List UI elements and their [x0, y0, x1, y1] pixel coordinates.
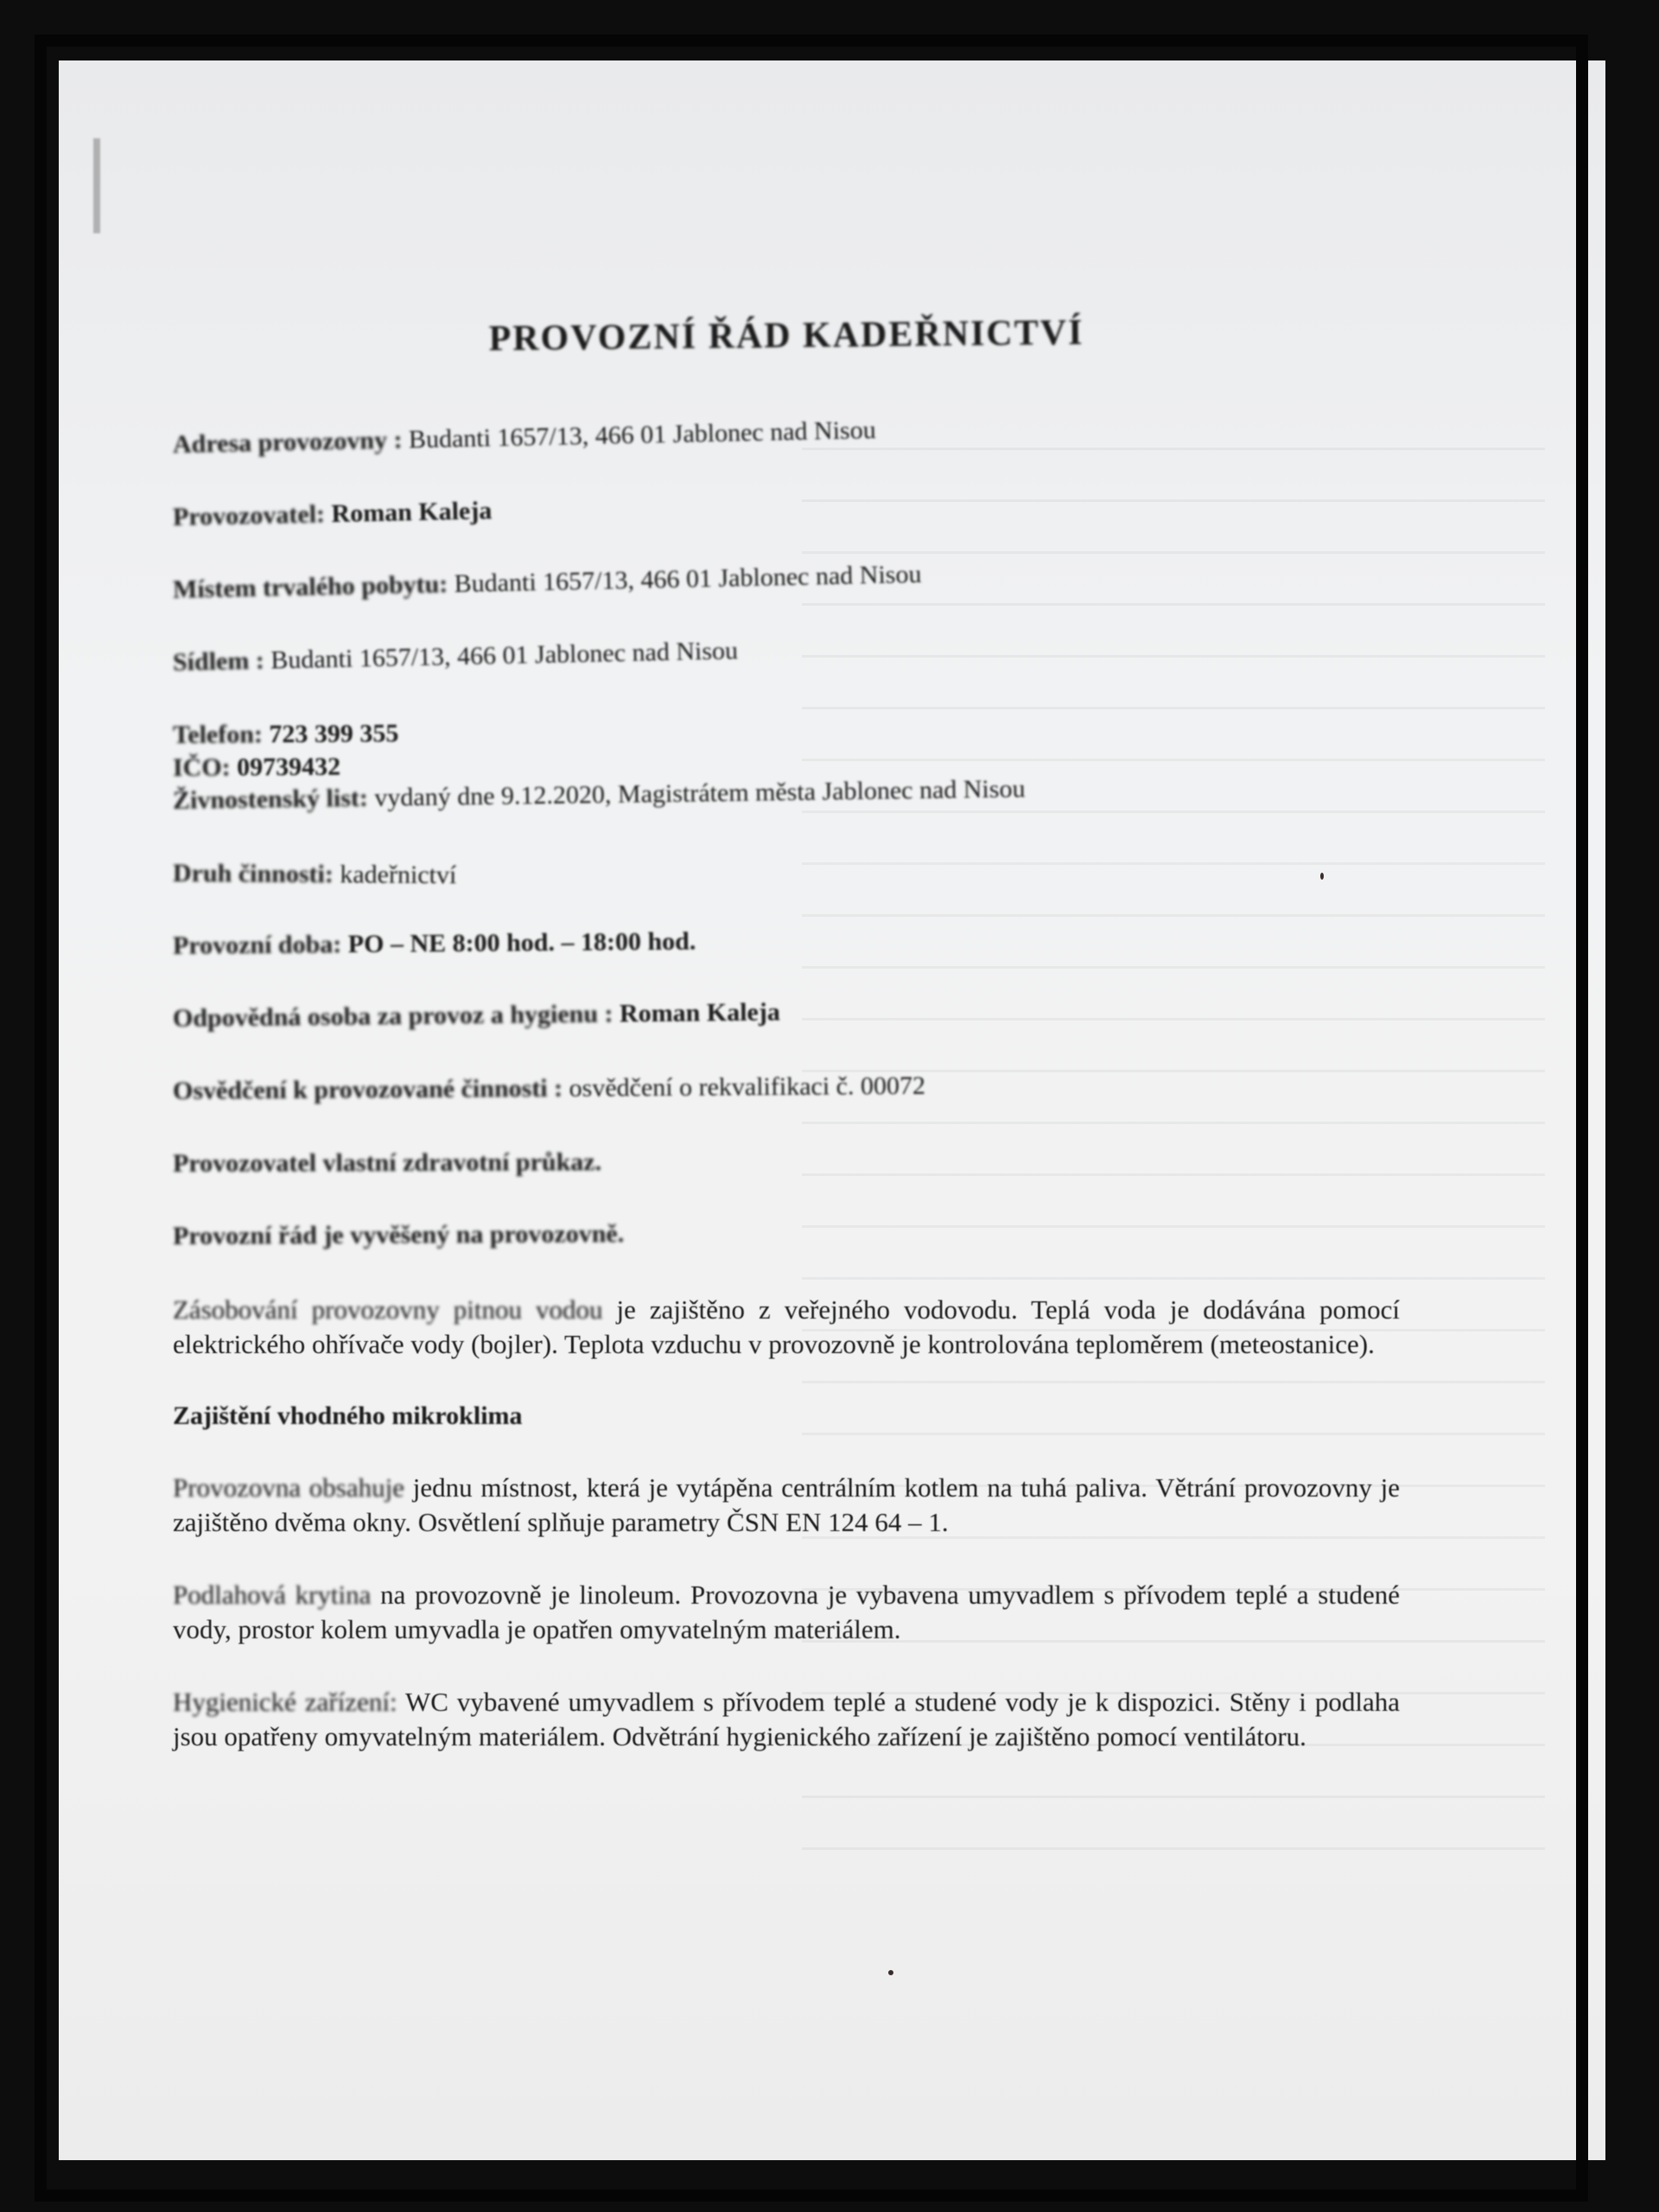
field-residence	[173, 548, 1400, 607]
field-address	[173, 403, 1400, 461]
paragraph-floor-text: na provozovně je linoleum. Provozovna je vybavena umyvadlem s přívodem teplé a studené vody, prostor kolem umyvadla je opatřen omyvatelným materiálem.	[173, 1580, 1401, 1644]
statement-rules-posted	[173, 1214, 1400, 1253]
field-responsible	[173, 989, 1400, 1035]
field-address-value: Budanti 1657/13, 466 01 Jablonec nad Nisou	[408, 415, 877, 454]
field-residence-label: Místem trvalého pobytu:	[172, 569, 448, 604]
paragraph-water-supply-text: je zajištěno z veřejného vodovodu. Teplá voda je dodávána pomocí elektrického ohřívače vody (bojler). Teplota vzduchu v provozovně je kontrolována teploměrem (meteostanice).	[173, 1294, 1400, 1359]
field-operator-label: Provozovatel:	[172, 499, 326, 531]
field-activity-value: kadeřnictví	[340, 860, 457, 890]
paragraph-hygiene	[173, 1685, 1400, 1754]
field-operator	[173, 475, 1400, 534]
field-ico-value: 09739432	[237, 752, 341, 782]
field-certificate-value: osvědčení o rekvalifikaci č. 00072	[569, 1071, 926, 1103]
paper-speck	[888, 1970, 893, 1975]
paragraph-room-text: jednu místnost, která je vytápěna centrálním kotlem na tuhá paliva. Větrání provozovny je zajištěno dvěma okny. Osvětlení splňuje parametry ČSN EN 124 64 – 1.	[173, 1472, 1401, 1537]
field-license-value: vydaný dne 9.12.2020, Magistrátem města Jablonec nad Nisou	[374, 774, 1026, 812]
field-phone-label: Telefon:	[172, 720, 263, 749]
field-phone-value: 723 399 355	[269, 719, 399, 749]
statement-health-card	[173, 1143, 1400, 1180]
field-responsible-label: Odpovědná osoba za provoz a hygienu :	[172, 999, 613, 1033]
document-title: PROVOZNÍ ŘÁD KADEŘNICTVÍ	[488, 313, 1084, 359]
field-certificate	[173, 1066, 1400, 1108]
field-address-label: Adresa provozovny :	[172, 425, 403, 459]
paragraph-water-supply-lead: Zásobování provozovny pitnou vodou	[173, 1294, 603, 1325]
field-ico-label: IČO:	[172, 753, 231, 782]
field-hours-label: Provozní doba:	[172, 930, 342, 960]
field-activity-label: Druh činnosti:	[172, 859, 334, 889]
paragraph-hygiene-text: WC vybavené umyvadlem s přívodem teplé a studené vody je k dispozici. Stěny i podlaha jsou opatřeny omyvatelným materiálem. Odvětrání hygienického zařízení je zajištěno pomocí ventilátoru.	[173, 1687, 1401, 1751]
field-hours-value: PO – NE 8:00 hod. – 18:00 hod.	[347, 926, 696, 959]
statement-health-card-text: Provozovatel vlastní zdravotní průkaz.	[172, 1147, 602, 1178]
paragraph-hygiene-lead: Hygienické zařízení:	[173, 1687, 397, 1717]
field-activity	[173, 857, 1400, 899]
paragraph-room	[173, 1471, 1400, 1540]
field-responsible-value: Roman Kaleja	[619, 997, 780, 1028]
field-certificate-label: Osvědčení k provozované činnosti :	[172, 1073, 563, 1105]
field-hours	[173, 919, 1400, 963]
field-license-label: Živnostenský list:	[172, 783, 369, 815]
field-operator-value: Roman Kaleja	[331, 496, 493, 529]
paragraph-floor	[173, 1578, 1400, 1647]
paragraph-water-supply	[173, 1293, 1400, 1362]
statement-rules-posted-text: Provozní řád je vyvěšený na provozovně.	[172, 1219, 625, 1250]
document-body	[173, 268, 1400, 1792]
paragraph-room-lead: Provozovna obsahuje	[173, 1472, 405, 1503]
field-seat-value: Budanti 1657/13, 466 01 Jablonec nad Nisou	[270, 636, 739, 675]
paragraph-floor-lead: Podlahová krytina	[173, 1580, 372, 1610]
field-seat	[173, 620, 1400, 679]
field-residence-value: Budanti 1657/13, 466 01 Jablonec nad Nisou	[454, 559, 922, 599]
section-heading-microclimate: Zajištění vhodného mikroklima	[173, 1402, 523, 1430]
field-seat-label: Sídlem :	[172, 645, 265, 677]
paper-mark	[93, 138, 100, 233]
